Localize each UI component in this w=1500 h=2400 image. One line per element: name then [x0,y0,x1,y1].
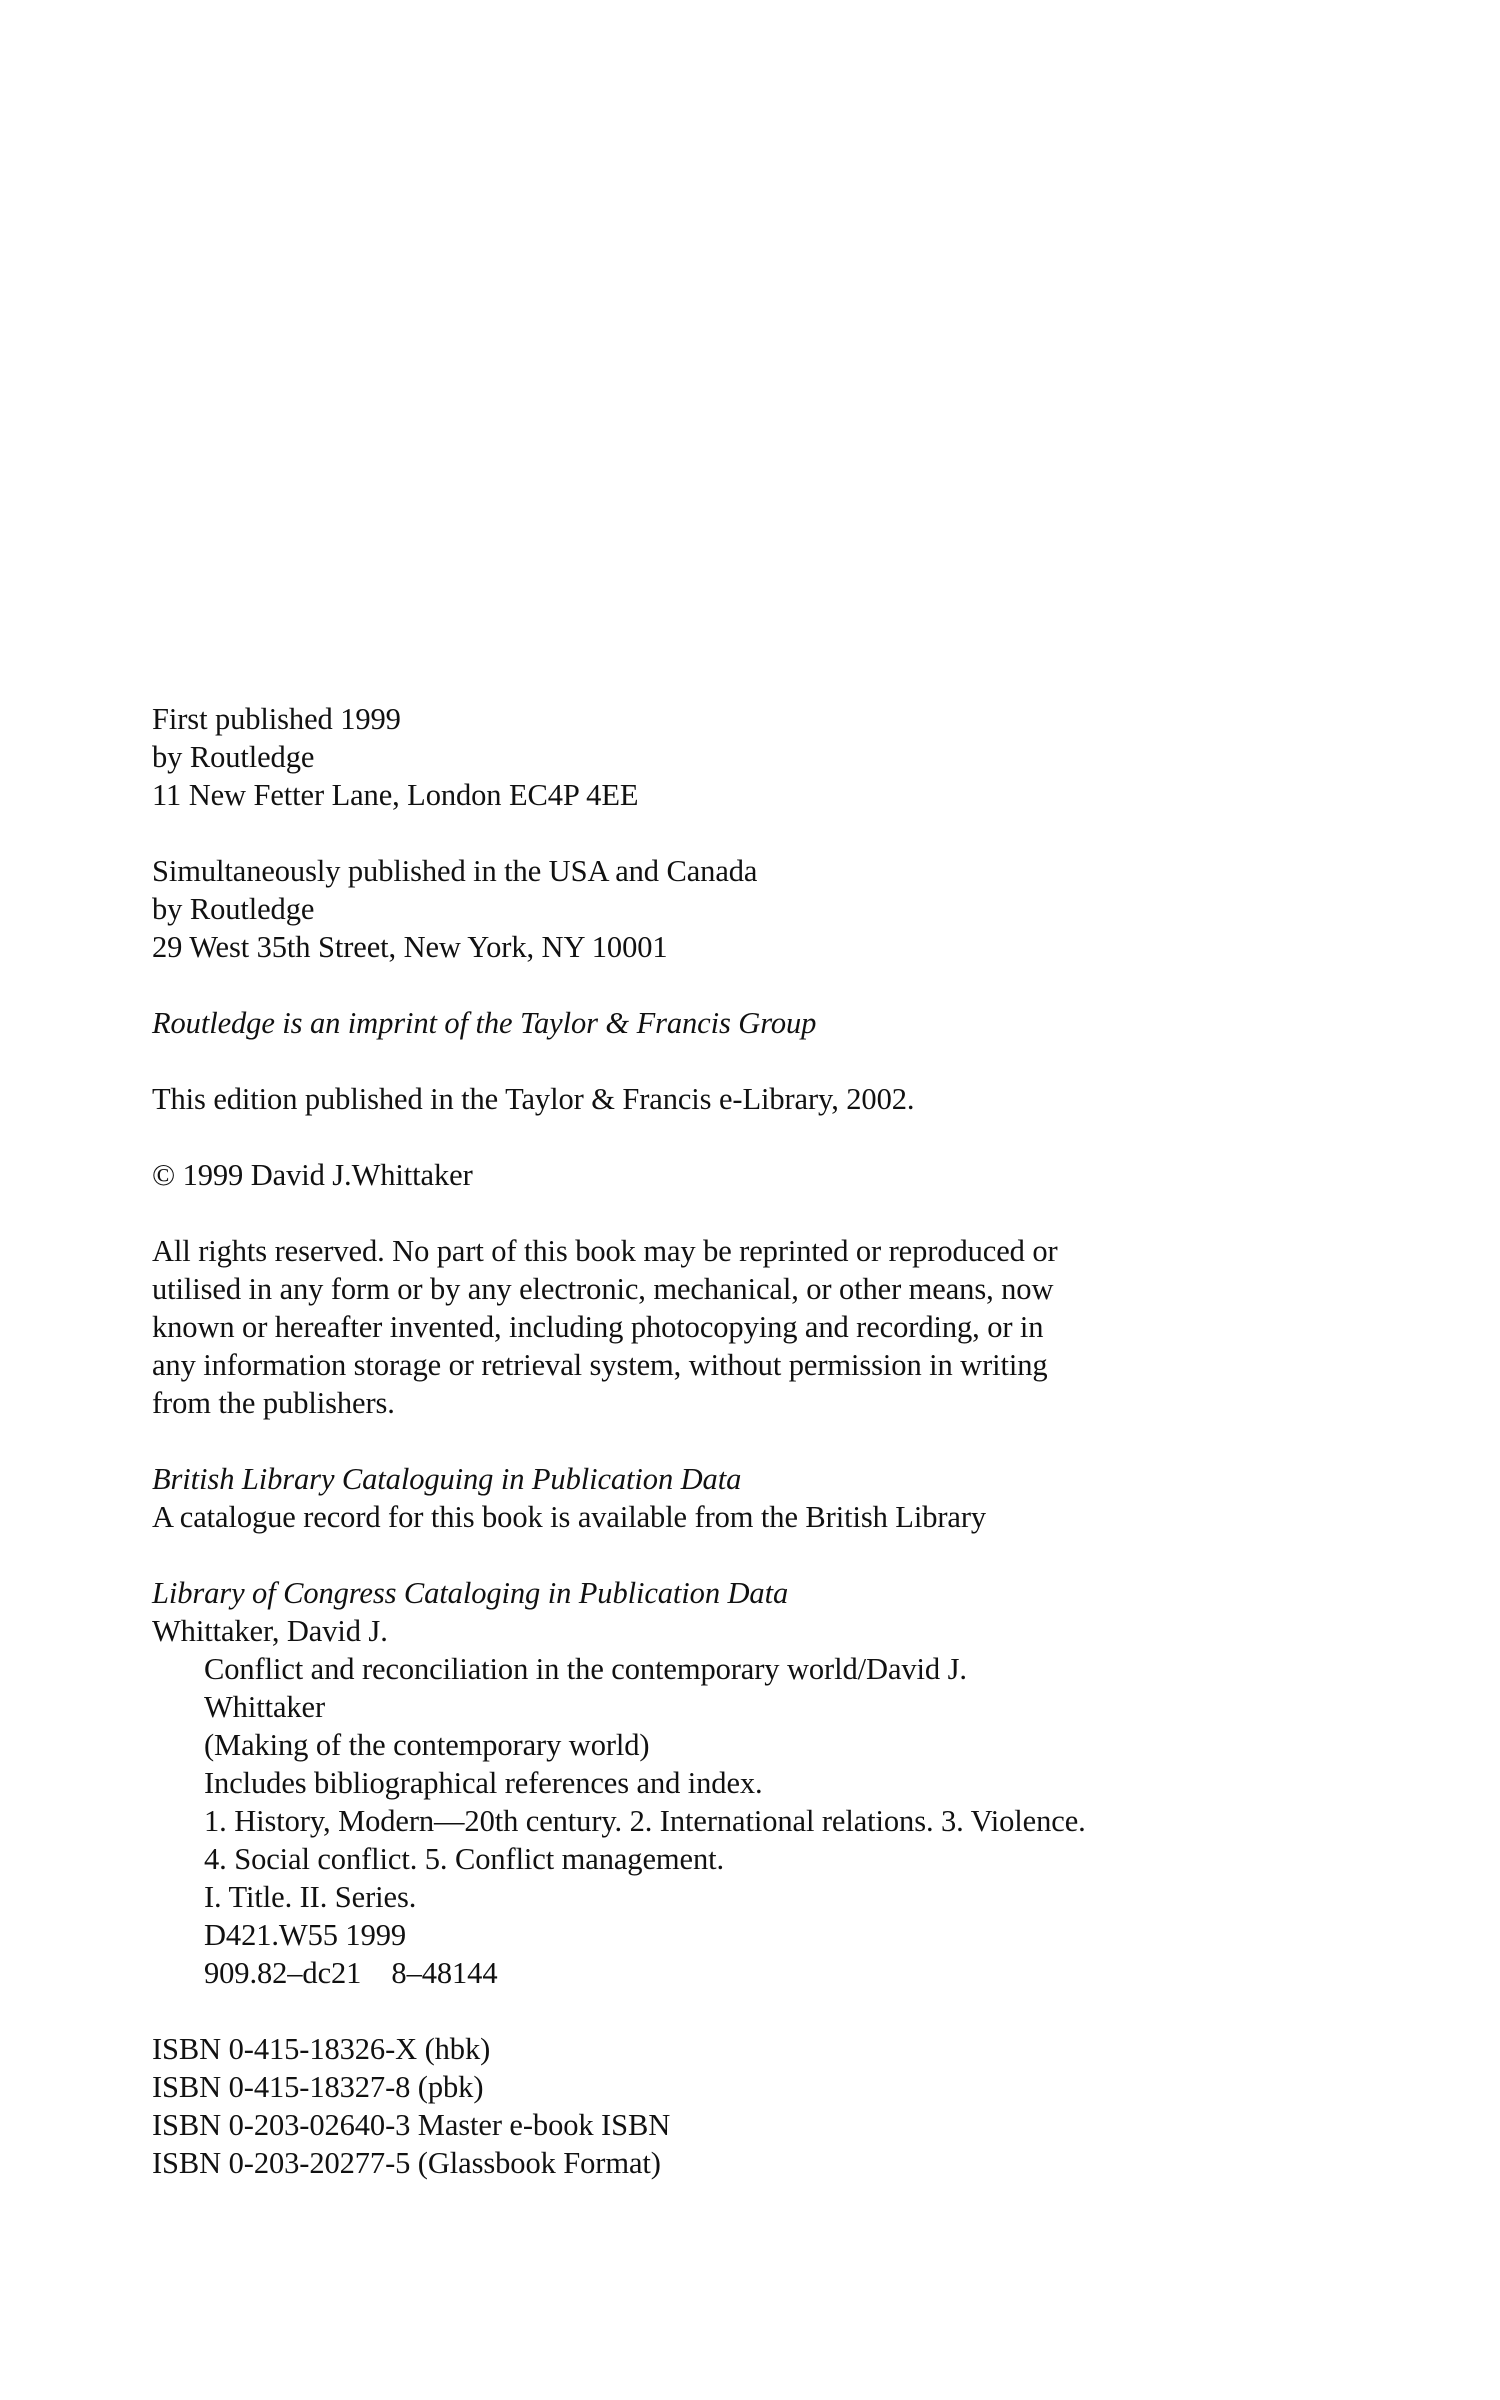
first-published-line: First published 1999 [152,702,401,736]
rights-line-4: any information storage or retrieval system, without permission in writing [152,1348,1048,1382]
edition-block [152,1080,1252,1118]
loc-notes: Includes bibliographical references and index. [204,1766,763,1800]
simultaneous-publication-line: Simultaneously published in the USA and Canada [152,854,758,888]
usa-publication-block [152,852,1252,966]
rights-line-2: utilised in any form or by any electronic, mechanical, or other means, now [152,1272,1054,1306]
loc-title-line-2: Whittaker [204,1690,326,1724]
publisher-address-line: 11 New Fetter Lane, London EC4P 4EE [152,778,639,812]
copyright-page [152,700,1252,2220]
rights-line-5: from the publishers. [152,1386,395,1420]
rights-line-3: known or hereafter invented, including photocopying and recording, or in [152,1310,1044,1344]
loc-call-number: D421.W55 1999 [204,1918,407,1952]
loc-series: (Making of the contemporary world) [204,1728,650,1762]
loc-heading: Library of Congress Cataloging in Publication Data [152,1576,789,1610]
isbn-master-ebook: ISBN 0-203-02640-3 Master e-book ISBN [152,2108,671,2142]
first-publication-block [152,700,1252,814]
british-library-text: A catalogue record for this book is available from the British Library [152,1500,987,1534]
british-library-heading: British Library Cataloguing in Publication Data [152,1462,742,1496]
loc-subjects-line-2: 4. Social conflict. 5. Conflict management. [204,1842,724,1876]
copyright-block [152,1156,1252,1194]
edition-note: This edition published in the Taylor & Francis e-Library, 2002. [152,1082,915,1116]
rights-block [152,1232,1252,1422]
imprint-note: Routledge is an imprint of the Taylor & Francis Group [152,1006,817,1040]
loc-title-line-1: Conflict and reconciliation in the contemporary world/David J. [204,1652,967,1686]
isbn-glassbook: ISBN 0-203-20277-5 (Glassbook Format) [152,2146,661,2180]
loc-author: Whittaker, David J. [152,1614,388,1648]
isbn-hardback: ISBN 0-415-18326-X (hbk) [152,2032,491,2066]
rights-line-1: All rights reserved. No part of this book may be reprinted or reproduced or [152,1234,1058,1268]
loc-subjects-line-1: 1. History, Modern—20th century. 2. International relations. 3. Violence. [204,1804,1086,1838]
library-of-congress-block [152,1574,1252,1992]
british-library-block [152,1460,1252,1536]
usa-publisher-line: by Routledge [152,892,315,926]
loc-classification: 909.82–dc21 8–48144 [204,1956,498,1990]
publisher-line: by Routledge [152,740,315,774]
imprint-block [152,1004,1252,1042]
usa-publisher-address-line: 29 West 35th Street, New York, NY 10001 [152,930,668,964]
loc-added-entries: I. Title. II. Series. [204,1880,417,1914]
isbn-block [152,2030,1252,2182]
copyright-notice: © 1999 David J.Whittaker [152,1158,473,1192]
isbn-paperback: ISBN 0-415-18327-8 (pbk) [152,2070,484,2104]
